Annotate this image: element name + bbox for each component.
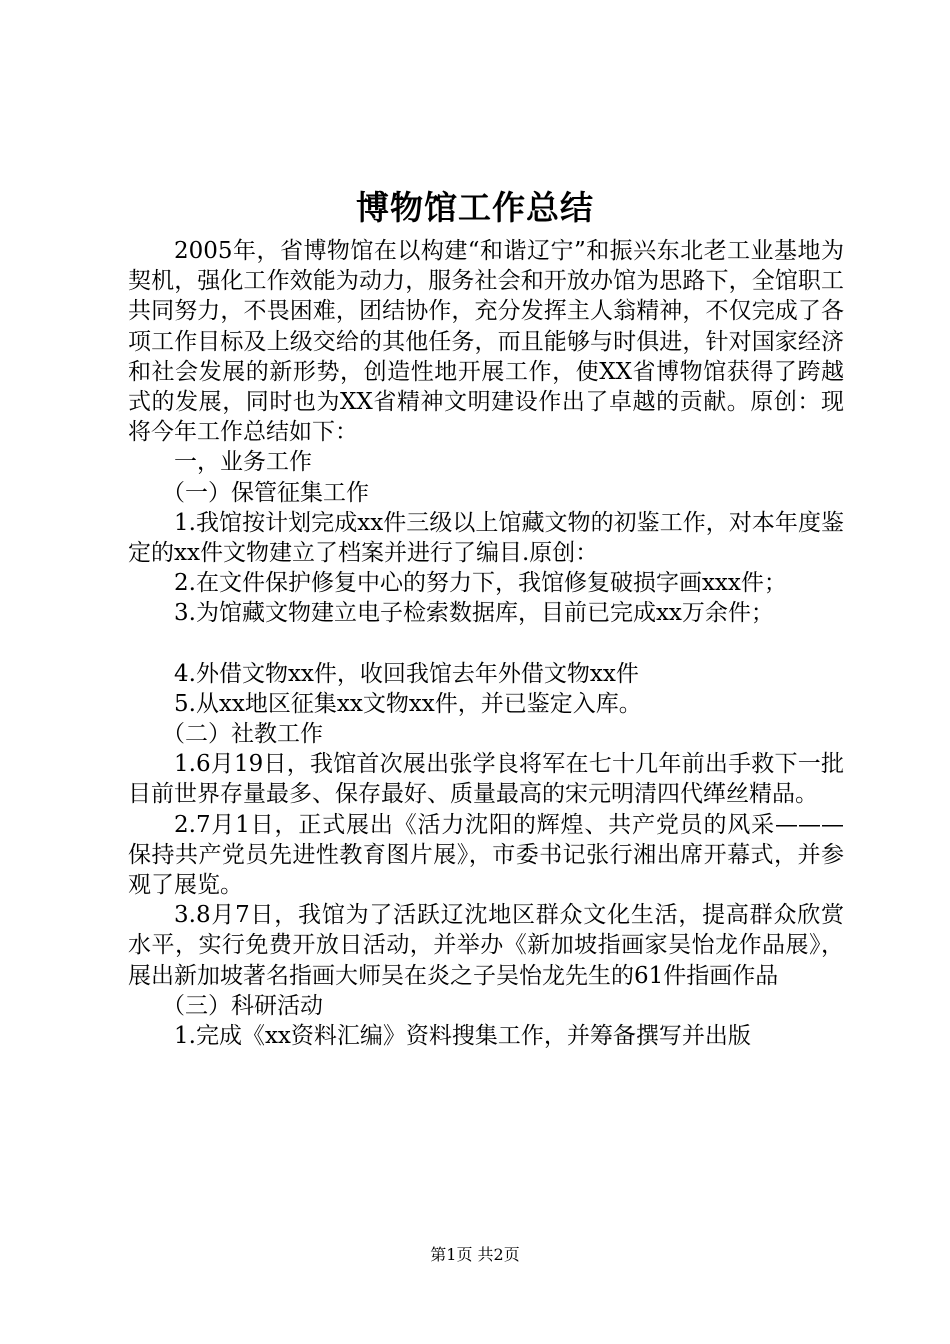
list-item: 2.在文件保护修复中心的努力下，我馆修复破损字画xxx件； [174, 570, 787, 597]
subsection-heading-research: （三）科研活动 [162, 992, 323, 1019]
list-item: 4.外借文物xx件，收回我馆去年外借文物xx件 [174, 660, 639, 687]
list-item: 3.8月7日，我馆为了活跃辽沈地区群众文化生活，提高群众欣赏水平，实行免费开放日活动，并举办《新加坡指画家吴怡龙作品展》，展出新加坡著名指画大师吴在炎之子吴怡龙先生的61件指画作品 [128, 902, 844, 989]
list-item: 1.6月19日，我馆首次展出张学良将军在七十几年前出手救下一批目前世界存量最多、保存最好、质量最高的宋元明清四代缂丝精品。 [128, 751, 844, 808]
list-item: 1.完成《xx资料汇编》资料搜集工作，并筹备撰写并出版 [174, 1023, 751, 1050]
subsection-heading-education: （二）社教工作 [162, 721, 323, 748]
document-title: 博物馆工作总结 [356, 188, 594, 227]
list-item: 1.我馆按计划完成xx件三级以上馆藏文物的初鉴工作，对本年度鉴定的xx件文物建立了档案并进行了编目.原创： [128, 509, 844, 567]
list-item: 3.为馆藏文物建立电子检索数据库，目前已完成xx万余件； [174, 600, 774, 627]
page-number: 第1页 共2页 [430, 1245, 520, 1264]
subsection-heading-collection: （一）保管征集工作 [162, 479, 369, 506]
document-body [128, 236, 844, 1051]
list-item: 2.7月1日，正式展出《活力沈阳的辉煌、共产党员的风采———保持共产党员先进性教育图片展》，市委书记张行湘出席开幕式，并参观了展览。 [128, 811, 844, 899]
section-heading-business: 一，业务工作 [174, 449, 312, 476]
intro-paragraph: 2005年，省博物馆在以构建“和谐辽宁”和振兴东北老工业基地为契机，强化工作效能为动力，服务社会和开放办馆为思路下，全馆职工共同努力，不畏困难，团结协作，充分发挥主人翁精神，不仅完成了各项工作目标及上级交给的其他任务，而且能够与时俱进，针对国家经济和社会发展的新形势，创造性地开展工作，使XX省博物馆获得了跨越式的发展，同时也为XX省精神文明建设作出了卓越的贡献。原创：现将今年工作总结如下： [128, 238, 844, 446]
list-item: 5.从xx地区征集xx文物xx件，并已鉴定入库。 [174, 690, 642, 717]
